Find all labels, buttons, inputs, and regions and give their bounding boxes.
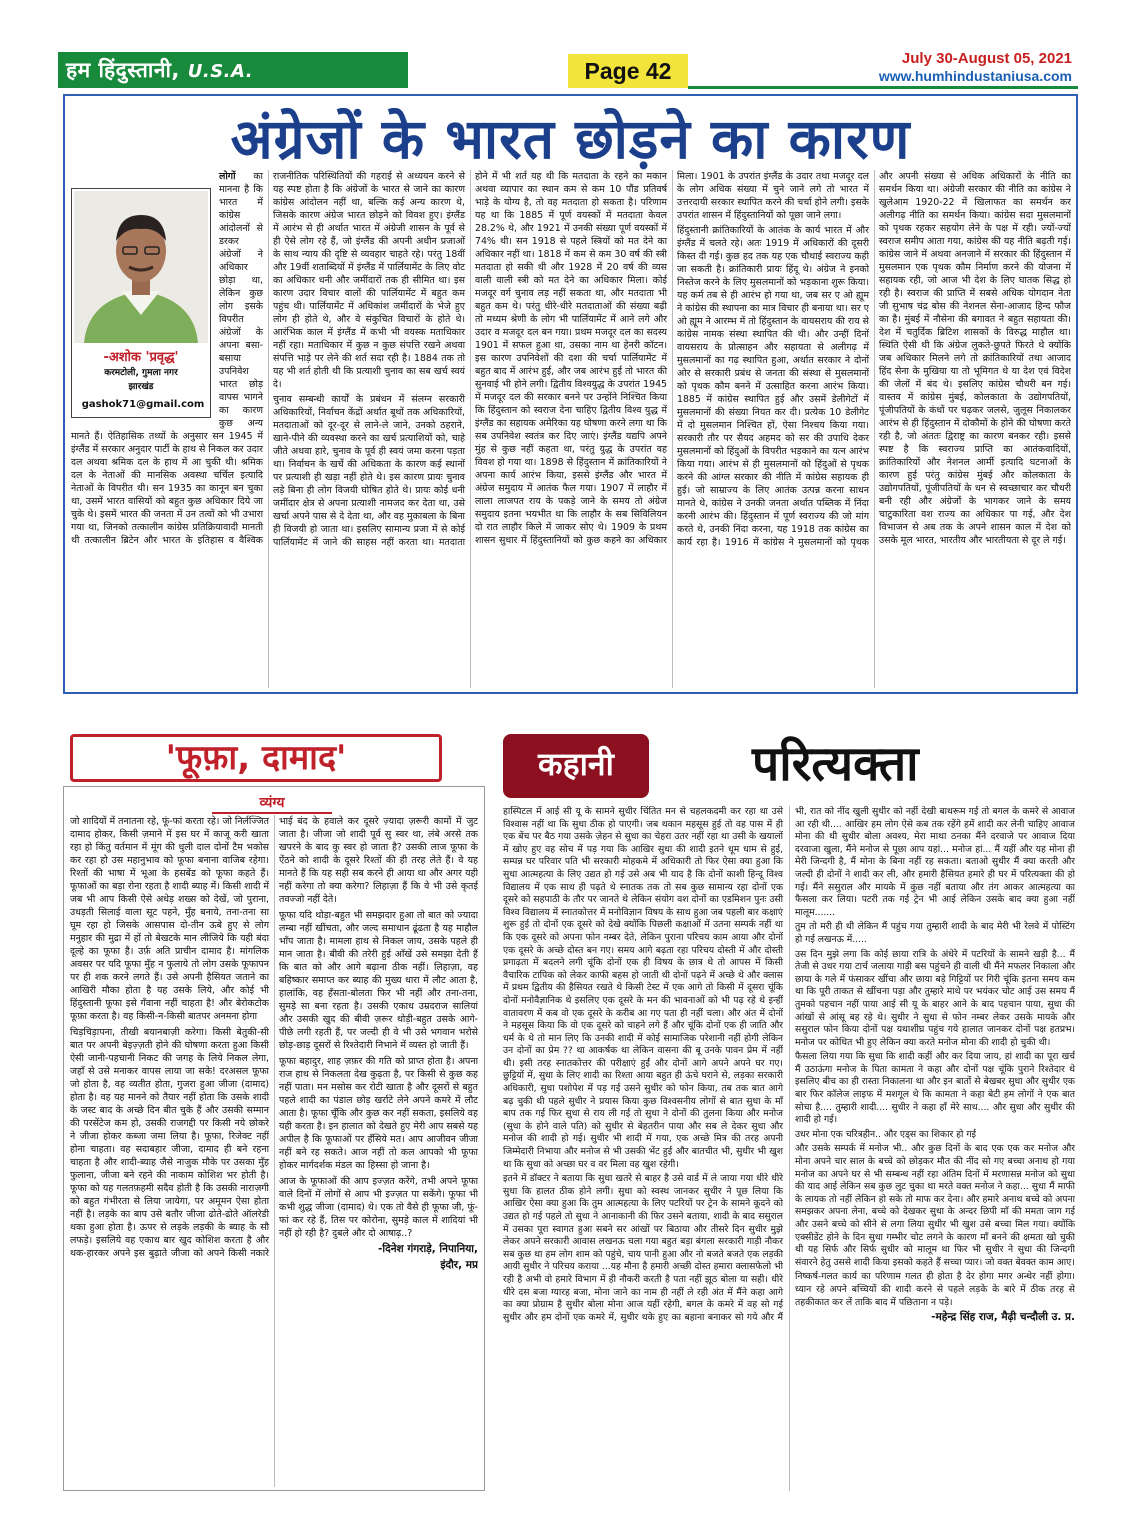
article-paragraph-text: का मानना है कि भारत में कांग्रेस आंदोलनों से डरकर अंग्रेजों ने अधिकार छोड़ा था, लेकिन कुछ लोग इसके विपरीत अंग्रेजों के अपना बसा-बसाया उपनिवेश भारत छोड़ वापस भागने का कारण कुछ अन्य मानते हैं। ऐतिहासिक तथ्यों के अनुसार सन 1945 में इंग्लैंड में सरकार अनुदार पार्टी के हाथ से निकल कर उदार दल अथवा श्रमिक दल के हाथ में आ चुकी थी। श्रमिक दल के नेताओं की मानसिक अवस्था चर्चिल इत्यादि नेताओं के विपरीत थी। सन 1935 का कानून बन चुका था, उसमें भारत वासियों को बहुत कुछ अधिकार दिये जा चुके थे। इसमें भारत की जनता में उन तत्वों को भी उभारा गया था, जिनको तत्कालीन कांग्रेस प्रतिक्रियावादी मानती थी तत्कालीन ब्रिटेन और भारत के इतिहास व वैश्विक राजनीतिक परिस्थितियों की गहराई से अध्ययन करने से यह स्पष्ट होता है कि अंग्रेजों के भारत से जाने का कारण कांग्रेस आंदोलन नहीं था, बल्कि कई अन्य कारण थे, जिसके कारण अंग्रेज भारत छोड़ने को विवश हुए। इंग्लैंड में आरंभ से ही अर्थात भारत में अंग्रेजी शासन के पूर्व से ही ऐसे लोग रहे हैं, जो इंग्लैंड की अपनी अधीन प्रजाओं के साथ न्याय की दृष्टि से व्यवहार चाहते रहे। परंतु 18वीं और 19वीं शताब्दियों में इंग्लैंड में पार्लियामेंट के लिए वोट का अधिकार धनी और जमींदारों तक ही सीमित था। इस कारण उदार विचार वालों की पार्लियामेंट में बहुत कम पहुंच थी। पार्लियामेंट में अधिकांश जमींदारों के भेजे हुए लोग ही होते थे, और वे संकुचित विचारों के होते थे। आरंभिक काल में इंग्लैंड में कभी भी वयस्क मताधिकार नहीं रहा। मताधिकार में कुछ न कुछ संपत्ति रखने अथवा संपत्ति भाड़े पर लेने की शर्त सदा रही है। 1884 तक तो यह भी शर्त होती थी कि प्रत्याशी चुनाव का सब खर्च स्वयं दे। bbox=[71, 171, 465, 546]
satire-paragraph: चिड़चिड़ापना, तीखी बयानबाज़ी करेगा। किसी बेतुकी-सी बात पर अपनी बेइज़्ज़ती होने की घोषणा करता हुआ किसी ऐसी जानी-पहचानी निकट की जगह के लिये निकल लेगा, जहाँ से उसे मनाकर वापस लाया जा सके! दरअसल फूफा जो होता है, वह व्यतीत होता, गुजरा हुआ जीजा (दामाद) होता है। वह यह मानने को तैयार नहीं होता कि उसके शादी के जस्ट बाद के अच्छे दिन बीत चुके हैं और उसकी सम्मान की परसेंटेज कम हो, उसकी राजगद्दी पर किसी नये छोकरे ने जीजा होकर कब्जा जमा लिया है। फूफा, रिजेक्ट नहीं होना चाहता। वह सदाबहार जीजा, दामाद ही बने रहना चाहता है और शादी-ब्याह जैसे नाजुक मौके पर उसका मुँह फुलाना, जीजा बने रहने की नाकाम कोशिश भर होती है। फूफा को यह गलतफ़हमी सदैव होती है कि उसकी नाराज़गी को बहुत गंभीरता से लिया जायेगा, पर अमूमन ऐसा होता नहीं है। लड़के का बाप उसे बतौर जीजा ढोते-ढोते ऑलरेडी थका हुआ होता है। ऊपर से लड़के लड़की के ब्याह के सौ लफड़े। इसलिये वह एकाध बार खुद कोशिश करता है और थक-हारकर अपने इस बुढ़ाते जीजा को अपने किसी नकारे भाई बंद के हवाले कर दूसरे ज़्यादा ज़रूरी कामों में जुट जाता है। जीजा जो शादी पूर्व सु स्वर था, लंबे अरसे तक खपरने के बाद कु स्वर हो जाता है? उसकी लाज फूफा के ऐंठने को शादी के दूसरे रिश्तों की ही तरह लेते हैं। वे यह मानते हैं कि यह सही सब करने ही आया था और अगर यही नहीं करेगा तो क्या करेगा? लिहाज़ा हैं कि वे भी उसे कृतई तवज्जो नहीं देते। bbox=[70, 816, 478, 1259]
story-paragraph: फैसला लिया गया कि सुधा कि शादी कहीं और कर दिया जाय, हां शादी का पूरा खर्च मैं उठाऊंगा मनोज के पिता कामता ने कहा और दोनों पक्ष चूंकि पुराने रिश्तेदार थे इसलिए बीच का ही रास्ता निकालना था और इन बातों से बेखबर सुधा और सुधीर एक बार फिर कॉलेज लाइफ में मशगूल थे कि कामता ने कहा बेटी हम लोगों ने एक बात सोचा है.... तुम्हारी शादी.... सुधीर ने कहा हाँ मेरे साथ.... और सुधा और सुधीर की शादी हो गई। bbox=[795, 1051, 1075, 1126]
story-paragraph: निष्कर्ष-गलत कार्य का परिणाम गलत ही होता है देर होगा मगर अन्धेर नहीं होगा। ध्यान रहे अपने बच्चियों की शादी करने से पहले लड़के के बारे में ठीक तरह से तहकीकात कर लें ताकि बाद में पछिताना न पड़े। bbox=[795, 1271, 1075, 1308]
article-paragraph: हिंदुस्तानी क्रांतिकारियों के आतंक के कार्य भारत में और इंग्लैंड में चलते रहे। अतः 1919 में अधिकारों की दूसरी किस्त दी गई। कुछ हद तक यह एक चौथाई स्वराज्य कही जा सकती है। क्रांतिकारी प्रायः हिंदू थे। अंग्रेज ने इनको निस्तेज करने के लिए मुसलमानों को भड़काना शुरू किया। यह कर्म तब से ही आरंभ हो गया था, जब सर ए ओ ह्यूम ने कांग्रेस की स्थापना का मात्र विचार ही बनाया था। सर ए ओ ह्यूम ने आरम्भ में तो हिंदुस्तान के वायसराय की राय से कांग्रेस नामक संस्था स्थापित की थी। और उन्हीं दिनों वायसराय के प्रोत्साहन और सहायता से अलीगढ़ में मुसलमानों का गढ़ स्थापित हुआ, अर्थात सरकार ने दोनों ओर से सरकारी प्रबंध से जनता की संस्था से मुसलमानों को पृथक कौम बनने में उत्साहित करना आरंभ किया। 1885 में कांग्रेस स्थापित हुई और उसमें डेलीगेटों में मुसलमानों की संख्या नियत कर दी। प्रत्येक 10 डेलीगेट में दो मुसलमान निश्चित हों, ऐसा निश्चय किया गया। सरकारी तौर पर सैयद अहमद को सर की उपाधि देकर मुसलमानों को हिंदुओं के विपरीत भड़काने का यत्न आरंभ किया गया। आरंभ से ही मुसलमानों को हिंदुओं से पृथक करने की आंग्ल सरकार की नीति में कांग्रेस सहायक ही हुई। जो साम्राज्य के लिए आतंक उत्पन्न करना साधन मानते थे, कांग्रेस ने उनकी जनता अर्थात पब्लिक में निंदा करनी आरंभ की। हिंदुस्तान में पूर्ण स्वराज्य की जो मांग करते थे, उनकी निंदा करना, यह 1918 तक कांग्रेस का कार्य रहा है। 1916 में कांग्रेस ने मुसलमानों को पृथक और अपनी संख्या से अधिक अधिकारों के नीति का समर्थन किया था। अंग्रेजी सरकार की नीति का कांग्रेस ने खुलेआम 1920-22 में खिलाफत का समर्थन कर अलीगढ़ नीति का समर्थन किया। कांग्रेस सदा मुसलमानों को पृथक रहकर सहयोग लेने के पक्ष में रही। ज्यों-ज्यों स्वराज समीप आता गया, कांग्रेस की यह नीति बढ़ती गई। कांग्रेस जाने में अथवा अनजाने में सरकार की हिंदुस्तान में मुसलमान एक पृथक कौम निर्माण करने की योजना में सहायक रही, जो आज भी देश के लिए घातक सिद्ध हो रही है। स्वराज की प्राप्ति में सबसे अधिक योगदान नेता जी सुभाष चंद्र बोस की नेशनल सेना-आजाद हिन्द फौज का है। मुंबई में नौसेना की बगावत ने बहुत सहायता की। देश में चतुर्दिक ब्रिटिश शासकों के विरुद्ध माहौल था। स्थिति ऐसी थी कि अंग्रेज लुकते-छुपते फिरते थे क्योंकि जब अधिकार मिलने लगे तो क्रांतिकारियों तथा आजाद हिंद सेना के मुखिया या तो भूमिगत थे या देश एवं विदेश की जेलों में बंद थे। इसलिए कांग्रेस चौधरी बन गई। वास्तव में कांग्रेस मुंबई, कोलकाता के उद्योगपतियों, पूंजीपतियों के कंधों पर चढ़कर जलसे, जुलूस निकालकर आरंभ से ही हिंदुस्तान में दोकौमों के होने की घोषणा करते रही है, जो अंततः द्विराष्ट्र का कारण बनकर रही। इससे स्पष्ट है कि स्वराज्य प्राप्ति का आतंकवादियों, क्रांतिकारियों और नेशनल आर्मी इत्यादि घटनाओं के कारण हुई परंतु कांग्रेस मुंबई और कोलकाता के उद्योगपतियों, पूंजीपतियों के धन से स्वच्छाचार कर चौधरी बनी रही और अंग्रेजों के भागकर जाने के समय चाटुकारिता वश राज्य का अधिकार पा गई, और देश विभाजन से अब तक के अपने शासन काल में देश को उसके मूल भारत, भारतीय और भारतीयता से दूर ले गई। bbox=[677, 171, 1071, 548]
website-link[interactable]: www.humhindustaniusa.com bbox=[878, 68, 1072, 84]
story-body bbox=[503, 806, 1075, 1491]
satire-headline: 'फूफ़ा, दामाद' bbox=[70, 734, 442, 782]
masthead-rule bbox=[688, 86, 1078, 89]
masthead bbox=[0, 0, 1135, 94]
story-paragraph: उस दिन मुझे लगा कि कोई छाया रात्रि के अंधेरे में पटरियों के सामने खड़ी है... मैं तेजी से उधर गया टार्च जलाया गाड़ी बस पहुंचने ही वाली थी मैंने मफलर निकाला और छाया के गले में फंसाकर खींचा और छाया बड़े गिट्टियों पर गिरी चूंकि इतना समय कम था कि पूरी ताकत से खींचना पड़ा और तुम्हारे माथे पर भयंकर चोट आई उस समय मैं तुमको पहचान नहीं पाया आई सी यू के बाहर आने के बाद पहचान पाया, सुधा की आंखों से आंसू बह रहे थे। सुधीर ने सुधा से फोन नम्बर लेकर उसके मायके और ससुराल फोन किया दोनों पक्ष यथाशीघ्र पहुंच गये हालात जानकर दोनों पक्ष हतप्रभ। मनोज पर कोधित भी हुए लेकिन क्या करते मनोज मोना की शादी हो चुकी थी। bbox=[795, 948, 1075, 1048]
story-byline: -महेन्द्र सिंह राज, मैढ़ी चन्दौली उ. प्र. bbox=[931, 1311, 1075, 1324]
satire-paragraph: फूफा यदि थोड़ा-बहुत भी समझदार हुआ तो बात को ज्यादा लम्बा नहीं खींचता, और जल्द समाधान ढूंढता है यह माहौल भाँप जाता है। मामला हाथ से निकल जाय, उसके पहले ही मान जाता है। बीवी की तरेरी हुई आँखें उसे समझा देती हैं कि बात को और आगे बढ़ाना ठीक नहीं। लिहाज़ा, वह बहिष्कार समाप्त कर ब्याह की मुख्य धारा में लौट आता है, हालांकि, वह हँसता-बोलता फिर भी नहीं और तना-तना, सुमड़े सा बना रहता है। उसकी एकाध उम्रदराज सालियां और उसकी खुद की बीवी ज़रूर थोड़ी-बहुत उसके आगे-पीछे लगी रहती हैं, पर जल्दी ही वे भी उसे भगवान भरोसे छोड़-छाड़ दूसरों से रिश्तेदारी निभाने में व्यस्त हो जाती हैं। bbox=[279, 910, 478, 1051]
author-email[interactable]: gashok71@gmail.com bbox=[81, 399, 205, 410]
author-state: झारखंड bbox=[128, 382, 154, 392]
story-paragraph: उधर मोना एक चरित्रहीन.. और एड्स का शिकार हो गई bbox=[795, 1128, 977, 1140]
satire-byline-name: -दिनेश गंगराड़े, निपानिया, bbox=[378, 1243, 478, 1255]
author-card bbox=[71, 188, 211, 418]
satire-paragraph: फूफा बहादुर, शाह ज़फ़र की गति को प्राप्त होता है। अपना राज हाथ से निकलता देख कुढ़ता है, पर किसी से कुछ कह नहीं पाता। मन मसोस कर रोटी खाता है और दूसरों से बहुत पहले शादी का पंडाल छोड़ खर्राटे लेने अपने कमरे में लौट आता है। फूफा चूँकि और कुछ कर नहीं सकता, इसलिये वह यही करता है। इन हालात को देखते हुए मेरी आप सबसे यह अपील है कि फूफाओं पर हँसिये मत। आप आजीवन जीजा नहीं बने रह सकते। आज नहीं तो कल आपको भी फूफा होकर मार्गदर्शक मंडल का हिस्सा हो जाना है। bbox=[279, 1056, 478, 1171]
story-paragraph: इतने में डॉक्टर ने बताया कि सुधा खतरे से बाहर है उसे वार्ड में ले जाया गया धीरे धीरे सुधा कि हालत ठीक होने लगी। सुधा को स्वस्थ जानकर सुधीर ने पूछ लिया कि आखिर ऐसा क्या हुआ कि तुम आत्महत्या के लिए पटरियों पर ट्रेन के सामने कूदने को उद्यत हो गई पहले तो सुधा ने आनाकानी की फिर उसने बताया, शादी के बाद ससुराल में उसका पूरा स्वागत हुआ सबने सर आंखों पर बिठाया और तीसरे दिन सुधीर मुझे लेकर अपने सरकारी आवास लखनऊ चला गया बहुत बड़ा बंगला सरकारी गाड़ी नौकर सब कुछ था हम लोग शाम को पहुंचे, चाय पानी हुआ और नो बजते बजते एक लड़की आयी सुधीर ने परिचय कराया ...यह मौना है हमारी अच्छी दोस्त हमारा क्लासफेलो भी रही है अभी वो हमारे विभाग में ही नौकरी करती है पता नहीं झूठ बोला या सही। धीरे धीरे दस बजा ग्यारह बजा, मोना जाने का नाम ही नहीं ले रही अंत में मैंने कहा आगे का क्या प्रोग्राम है सुधीर बोला मोना आज यहीं रहेगी, बगल के कमरे में वह सो गई सुधीर और हम दोनों एक कमरे में, सुधीर थके हुए का बहाना बनाकर सो गये और मैं भी, रात को नींद खुली सुधीर को नहीं देखी बाथरूम गई तो बगल के कमरे से आवाज आ रही थी.... आखिर हम लोग ऐसे कब तक रहेंगे हमें शादी कर लेनी चाहिए आवाज मोना की थी सुधीर बोला अवश्य, मेरा माथा ठनका मैंने दरवाजे पर आवाज दिया दरवाजा खुला, मैंने मनोज से पूछा आप यहां... मनोज हां... मैं यहीं और यह मोना ही मेरी जिन्दगी है, मैं मोना के बिना नहीं रह सकता। बताओ सुधीर मैं क्या करती और जल्दी ही दोनों ने शादी कर ली, और हमारी हैसियत हमारे ही घर में परित्यक्ता की हो गई। मैंने ससुराल और मायके में कुछ नहीं बताया और तंग आकर आत्महत्या का फैसला कर लिया। पटरी तक गई ट्रेन भी आई लेकिन उसके बाद क्या हुआ नहीं मालूम....... bbox=[503, 806, 1075, 1323]
author-name: -अशोक 'प्रवृद्ध' bbox=[103, 350, 179, 365]
satire-paragraph: जो शादियों में तनातना रहे, फूं-फां करता रहे। जो निर्लज्जित दामाद होकर, किसी ज़माने में इस घर में काजू करी खाता रहा हो किंतु वर्तमान में मूंग की धुली दाल दोनों टैम भकोस कर रहा हो उस महानुभाव को फूफा बनाना वाजिब रहेगा। रिश्तों की भाषा में भूआ के हसबेंड को फूफा कहते हैं। फूफाओं का बड़ा रोना रहता है शादी ब्याह में। किसी शादी में जब भी आप किसी ऐसे अधेड़ शख्स को देखें, जो पुराना, उधड़ती सिलाई वाला सूट पहने, मुँह बनाये, तना-तना सा घूम रहा हो जिसके आसपास दो-तीन ऊबे हुए से लोग मनुहार की मुद्रा में हों तो बेखटके मान लीजिये कि यही बंदा दूल्हे का फूफा है। उर्फ़ अति प्राचीन दामाद है। मांगलिक अवसर पर यदि फूफा मुँह न फुलाये तो लोग उसके फूफापन पर ही शक करने लगते हैं। उसे अपनी हैसियत जताने का आखिरी मौका होता है यह उसके लिये, और कोई भी हिंदुस्तानी फूफा इसे गँवाना नहीं चाहता है! और बेरोकटोक फूफ़ा करता है। वह किसी-न-किसी बातपर अनमना होगा bbox=[70, 816, 269, 1022]
article-british-leaving-india bbox=[63, 94, 1078, 694]
newspaper-name-suffix: U.S.A. bbox=[187, 61, 254, 82]
story-paragraph: और उसके सम्पर्क में मनोज भी.. और कुछ दिनों के बाद एक एक कर मनोज और मोना अपने चार साल के बच्चे को छोड़कर मौत की नींद सो गए बच्चा अनाथ हो गया मनोज का अपने घर से भी सम्बन्ध नहीं रहा अंतिम दिनों में मरणासन्न मनोज को सुधा की याद आई लेकिन सब कुछ लुट चुका था मरते वक्त मनोज ने कहा... सुधा मैं माफी के लायक तो नहीं लेकिन हो सके तो माफ कर देना। और हमारे अनाथ बच्चे को अपना समझकर अपना लेना, बच्चे को देखकर सुधा के अन्दर छिपी माँ की ममता जाग गई और उसने बच्चे को सीने से लगा लिया सुधीर भी खुश उसे बच्चा मिल गया। क्योंकि एक्सीडेंट होने के दिन सुधा गम्भीर चोट लगने के कारण माँ बनने की क्षमता खो चुकी थी यह सिर्फ और सिर्फ सुधीर को मालूम था फिर भी सुधीर ने सुधा की जिन्दगी संवारने हेतु उससे शादी किया इसको कहते हैं सच्चा प्यार। जो वक्त बेवक्त काम आए। bbox=[795, 1143, 1075, 1268]
author-place: करमटोली, गुमला नगर bbox=[104, 368, 178, 378]
page-number: Page 42 bbox=[568, 54, 688, 88]
satire-section-label: व्यंग्य bbox=[212, 793, 332, 814]
article-headline: अंग्रेजों के भारत छोड़ने का कारण bbox=[230, 107, 911, 171]
article-paragraph: चुनाव सम्बन्धी कार्यों के प्रबंधन में संलग्न सरकारी अधिकारियों, निर्वाचन केंद्रों अर्थात बूथों तक अधिकारियों, मतदाताओं को दूर-दूर से लाने-ले जाने, उनको ठहराने, खाने-पीने की व्यवस्था करने का खर्च प्रत्याशियों को, चाहे जीते अथवा हारे, चुनाव के पूर्व ही स्वयं जमा करना पड़ता था। निर्वाचन के खर्चे की अधिकता के कारण कई स्थानों पर प्रत्याशी ही खड़ा नहीं होते थे। इस कारण प्रायः चुनाव लड़े बिना ही लोग विजयी घोषित होते थे। प्रायः कोई धनी जमींदार क्षेत्र से अपना प्रत्याशी नामजद कर देता था, उसे खर्चा अपने पास से दे देता था, और वह मुकाबला के बिना ही विजयी हो जाता था। इसलिए सामान्य प्रजा में से कोई पार्लियामेंट में जाने की साहस नहीं करता था। मतदाता होने में भी शर्त यह थी कि मतदाता के रहने का मकान अथवा व्यापार का स्थान कम से कम 10 पौंड प्रतिवर्ष भाड़े के योग्य है, तो वह मतदाता हो सकता है। परिणाम यह था कि 1885 में पूर्ण वयस्कों में मतदाता केवल 28.2% थे, और 1921 में उनकी संख्या पूर्ण वयस्कों में 74% थी। सन 1918 से पहले स्त्रियों को मत देने का अधिकार नहीं था। 1818 में कम से कम 30 वर्ष की स्त्री मतदाता हो सकी थी और 1928 में 20 वर्ष की व्यस वाली वाली स्त्री को मत देने का अधिकार मिला। कोई मजदूर वर्ग चुनाव लड़ नहीं सकता था, और मतदाता भी बहुत कम थे। परंतु धीरे-धीरे मतदाताओं की संख्या बढ़ी तो मध्यम श्रेणी के लोग भी पार्लियामेंट में आने लगे और उदार व मजदूर दल बन गया। प्रथम मजदूर दल का सदस्य 1901 में सफल हुआ था, उसका नाम था हेनरी कॉटन। इस कारण उपनिवेशों की दशा की चर्चा पार्लियामेंट में बहुत बाद में आरंभ हुई, और जब आरंभ हुई तो भारत की सुनवाई भी होने लगी। द्वितीय विश्वयुद्ध के उपरांत 1945 में मजदूर दल की सरकार बनने पर उन्होंने निश्चित किया कि हिंदुस्तान को स्वराज देना चाहिए द्वितीय विश्व युद्ध में इंग्लैंड का सहायक अमेरिका यह घोषणा करने लगा था कि सब उपनिवेश स्वतंत्र कर दिए जाएं। इंग्लैंड यद्यपि अपने मुंह से कुछ नहीं कहता था, परंतु युद्ध के उपरांत वह विवश हो गया था। 1898 से हिंदुस्तान में क्रांतिकारियों ने अपना कार्य आरंभ किया, इससे इंग्लैंड और भारत में अंग्रेज समुदाय में आतंक फैल गया। 1907 में लाहौर में लाला लाजपत राय के पकड़े जाने के समय तो अंग्रेज समुदाय इतना भयभीत था कि लाहौर के सब सिविलियन दो रात लाहौर किले में जाकर सोए थे। 1909 के प्रथम शासन सुधार में हिंदुस्तानियों को कुछ कहने का अधिकार मिला। 1901 के उपरांत इंग्लैंड के उदार तथा मजदूर दल के लोग अधिक संख्या में चुने जाने लगे तो भारत में उत्तरदायी सरकार स्थापित करने की चर्चा होने लगी। इसके उपरांत शासन में हिंदुस्तानियों को पूछा जाने लगा। bbox=[273, 171, 869, 548]
satire-byline-city: इंदौर, मप्र bbox=[440, 1259, 478, 1271]
article-body bbox=[71, 170, 1071, 688]
article-lead-word: लोगों bbox=[219, 171, 236, 182]
satire-body bbox=[70, 815, 478, 1487]
newspaper-name-text: हम हिंदुस्तानी, bbox=[66, 58, 180, 82]
author-portrait-image bbox=[74, 191, 208, 343]
satire-paragraph: आज के फूफाओं की आप इज्ज़त करेंगे, तभी अपने फूफा वाले दिनों में लोगों से आप भी इज्ज़त पा सकेंगे। फूफा भी कभी शुद्ध जीजा (दामाद) थे। एक तो वैसे ही फूफा जी, फूं-फां कर रहे हैं, तिस पर कोरोना, सुमड़े काल में शादियां भी नहीं हो रही है? दुबले और दो आषाढ़..? bbox=[279, 1176, 478, 1239]
author-photo bbox=[74, 191, 208, 343]
newspaper-name bbox=[66, 56, 253, 84]
story-paragraph: तुम तो मरी ही थी लेकिन मैं पहुंच गया तुम्हारी शादी के बाद मेरी भी रेलवे में पोस्टिंग हो गई लखनऊ में..... bbox=[795, 921, 1075, 945]
story-title: परित्यक्ता bbox=[752, 736, 919, 792]
issue-date: July 30-August 05, 2021 bbox=[901, 50, 1072, 67]
satire-article bbox=[63, 786, 485, 1491]
story-section-badge: कहानी bbox=[503, 734, 649, 798]
story-paragraph: हास्पिटल में आई सी यू के सामने सुधीर चिंतित मन से चहलकदमी कर रहा था उसे विश्वास नहीं था कि सुधा ठीक हो पाएगी। जब थकान महसूस हुई तो वह पास में ही एक बेंच पर बैठ गया उसके ज़ेहन से सुधा का चेहरा उतर नहीं रहा था उसी के खयालों में खोए हुए वह सोच में पड़ गया कि आखिर सुधा की शादी इतने धूम धाम से हुई, सम्पन्न घर परिवार पति भी सरकारी मोहकमे में अधिकारी तो फिर ऐसा क्या हुआ कि सुधा आत्महत्या के लिए उद्यत हो गई उसे अब भी याद है कि दोनों काशी हिन्दू विश्व विद्यालय में एक साथ ही पढ़ते थे स्नातक तक तो सब कुछ सामान्य रहा दोनों एक दूसरे को सहपाठी के तौर पर जानते थे लेकिन संयोग वश दोनों का एडमिशन पुनः उसी विश्व विद्यालय में स्नातकोत्तर में मनोविज्ञान विषय के साथ हुआ जब पहली बार कक्षाएं शुरू हुई तो दोनों एक दूसरे को देखे क्योंकि पिछली कक्षाओं में उतना सम्पर्क नहीं था कि एक दूसरे को अपना फोन नम्बर देते, लेकिन पुराना परिचय काम आया और दोनों एक दूसरे के अच्छे दोस्त बन गए। समय आगे बढ़ता रहा परिचय दोस्ती में और दोस्ती प्रगाढ़ता में बदलने लगी चूंकि दोनों एक ही विषय के छात्र थे तो आपस में किसी वैचारिक टापिक को लेकर काफी बहस हो जाती थी दोनों पढ़ने में अच्छे थे और क्लास में प्रथम द्वितीय की हैसियत रखते थे किसी टेस्ट में एक आगे तो किसी में दूसरा चूंकि दोनों मनोवैज्ञानिक थे इसलिए एक दूसरे के मन की भावनाओं को भी पढ़ रहे थे इन्हीं वातावरण में कब वो एक दूसरे के करीब आ गए पता ही नहीं चला। और अंत में दोनों ने महसूस किया कि वो एक दूसरे को चाहने लगे हैं और चूंकि दोनों एक ही जाति और धर्म के थे तो मान लिए कि उनकी शादी में कोई सामाजिक परेशानी नहीं होगी लेकिन उन दोनों का प्रेम ?? था आकर्षक था लेकिन वासना की बू उनके पावन प्रेम में नहीं थी। इसी तरह स्नातकोत्तर की परीक्षाएं हुईं और दोनों आगे अपने अपने घर गए। छुट्टियों में, सुधा के लिए शादी का रिश्ता आया बहुत ही ऊंचे घराने से, लड़का सरकारी अधिकारी, सुधा पशोपेश में पड़ गई उसने सुधीर को फोन किया, तब तक बात आगे बढ़ चुकी थी पहले सुधीर ने प्रयास किया कुछ विश्वसनीय लोगों से बात सुधा के माँ बाप तक गई फिर सुधा से राय ली गई तो सुधा ने दोनों की तुलना किया और मनोज (सुधा के होने वाले पति) को सुधीर से बेहतरीन पाया और सब ले देकर सुधा और मनोज की शादी हो गई। सुधीर भी शादी में गया, एक अच्छे मित्र की तरह अपनी जिम्मेदारी निभाया और मनोज से भी उसकी भेंट हुई और बातचीत भी, सुधीर भी खुश था कि सुधा को अच्छा घर व वर मिला वह खुश रहेगी। bbox=[503, 806, 783, 1170]
